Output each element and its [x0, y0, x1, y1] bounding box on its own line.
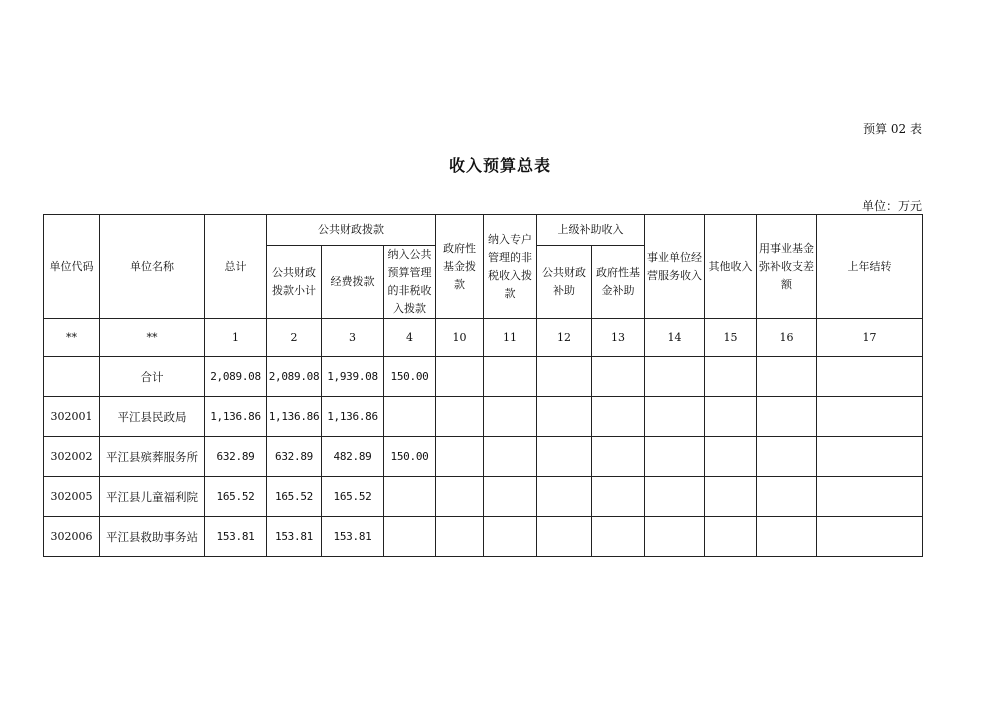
empty-cell	[436, 437, 484, 477]
unit-code-cell	[44, 357, 100, 397]
unit-label: 单位：万元	[861, 199, 922, 213]
empty-cell	[537, 397, 592, 437]
col-header-business-service	[645, 215, 705, 319]
col-header-carryover: 上年结转	[817, 215, 923, 319]
index-cell: 10	[436, 319, 484, 357]
unit-code-cell: 302005	[44, 477, 100, 517]
unit-name-cell: 平江县民政局	[100, 397, 205, 437]
empty-cell	[592, 397, 645, 437]
index-cell: 11	[484, 319, 537, 357]
business-service-text: 事业单位经营服务收入	[647, 250, 702, 282]
empty-cell	[757, 437, 817, 477]
empty-cell	[817, 437, 923, 477]
col-header-upper-subsidy-group: 上级补助收入	[537, 215, 645, 246]
page-title: 收入预算总表	[448, 156, 551, 175]
index-cell: 13	[592, 319, 645, 357]
empty-cell	[645, 357, 705, 397]
pf-subtotal-cell: 165.52	[267, 477, 322, 517]
table-row	[44, 517, 923, 557]
index-cell: **	[44, 319, 100, 357]
form-number: 预算 02 表	[863, 122, 922, 136]
index-cell: **	[100, 319, 205, 357]
empty-cell	[705, 397, 757, 437]
pf-subtotal-cell: 1,136.86	[267, 397, 322, 437]
empty-cell	[757, 357, 817, 397]
pf-expense-cell: 1,939.08	[322, 357, 384, 397]
total-cell: 153.81	[205, 517, 267, 557]
pf-nontax-cell	[384, 397, 436, 437]
col-header-unit-name: 单位名称	[100, 215, 205, 319]
empty-cell	[484, 477, 537, 517]
col-header-unit-code: 单位代码	[44, 215, 100, 319]
empty-cell	[484, 517, 537, 557]
header-row-1	[44, 215, 923, 246]
empty-cell	[436, 397, 484, 437]
unit-code-cell: 302001	[44, 397, 100, 437]
pf-subtotal-cell: 632.89	[267, 437, 322, 477]
empty-cell	[757, 397, 817, 437]
pf-expense-cell: 1,136.86	[322, 397, 384, 437]
empty-cell	[645, 477, 705, 517]
col-header-pf-expense: 经费拨款	[322, 246, 384, 319]
income-budget-table	[43, 214, 923, 557]
empty-cell	[537, 477, 592, 517]
unit-name-cell: 平江县救助事务站	[100, 517, 205, 557]
empty-cell	[817, 397, 923, 437]
index-cell: 14	[645, 319, 705, 357]
empty-cell	[537, 437, 592, 477]
col-header-public-finance-group: 公共财政拨款	[267, 215, 436, 246]
table-row	[44, 477, 923, 517]
empty-cell	[817, 517, 923, 557]
gov-fund-text: 政府性基金拨款	[443, 241, 476, 291]
pf-nontax-cell	[384, 477, 436, 517]
empty-cell	[817, 477, 923, 517]
empty-cell	[436, 517, 484, 557]
col-header-other-income: 其他收入	[705, 215, 757, 319]
index-cell: 17	[817, 319, 923, 357]
empty-cell	[645, 397, 705, 437]
empty-cell	[645, 517, 705, 557]
total-cell: 2,089.08	[205, 357, 267, 397]
index-cell: 16	[757, 319, 817, 357]
empty-cell	[592, 437, 645, 477]
pf-subtotal-cell: 153.81	[267, 517, 322, 557]
fund-gap-text: 用事业基金弥补收支差额	[759, 241, 814, 291]
pf-nontax-text: 纳入公共预算管理的非税收入拨款	[387, 248, 432, 315]
pf-expense-cell: 153.81	[322, 517, 384, 557]
col-header-fund-gap	[757, 215, 817, 319]
empty-cell	[705, 437, 757, 477]
empty-cell	[757, 477, 817, 517]
unit-name-cell: 平江县儿童福利院	[100, 477, 205, 517]
empty-cell	[705, 357, 757, 397]
empty-cell	[592, 517, 645, 557]
pf-subtotal-text: 公共财政拨款小计	[272, 266, 316, 297]
pf-expense-cell: 482.89	[322, 437, 384, 477]
empty-cell	[436, 357, 484, 397]
col-header-upper-gov	[592, 246, 645, 319]
pf-nontax-cell: 150.00	[384, 437, 436, 477]
total-cell: 165.52	[205, 477, 267, 517]
unit-name-cell: 平江县殡葬服务所	[100, 437, 205, 477]
table-row	[44, 437, 923, 477]
empty-cell	[484, 397, 537, 437]
empty-cell	[757, 517, 817, 557]
empty-cell	[436, 477, 484, 517]
index-cell: 1	[205, 319, 267, 357]
upper-gov-text: 政府性基金补助	[596, 266, 640, 297]
col-header-upper-pf	[537, 246, 592, 319]
empty-cell	[705, 517, 757, 557]
pf-subtotal-cell: 2,089.08	[267, 357, 322, 397]
unit-code-cell: 302006	[44, 517, 100, 557]
empty-cell	[484, 437, 537, 477]
col-header-pf-subtotal	[267, 246, 322, 319]
col-header-pf-nontax	[384, 246, 436, 319]
empty-cell	[645, 437, 705, 477]
index-cell: 4	[384, 319, 436, 357]
index-cell: 2	[267, 319, 322, 357]
total-cell: 1,136.86	[205, 397, 267, 437]
empty-cell	[705, 477, 757, 517]
index-cell: 3	[322, 319, 384, 357]
col-header-gov-fund	[436, 215, 484, 319]
empty-cell	[592, 477, 645, 517]
unit-code-cell: 302002	[44, 437, 100, 477]
upper-pf-text: 公共财政补助	[542, 266, 586, 297]
index-cell: 15	[705, 319, 757, 357]
special-nontax-text: 纳入专户管理的非税收入拨款	[488, 232, 532, 300]
unit-name-cell: 合计	[100, 357, 205, 397]
total-cell: 632.89	[205, 437, 267, 477]
pf-nontax-cell	[384, 517, 436, 557]
empty-cell	[537, 517, 592, 557]
empty-cell	[537, 357, 592, 397]
empty-cell	[817, 357, 923, 397]
col-header-special-nontax	[484, 215, 537, 319]
col-header-total: 总计	[205, 215, 267, 319]
pf-expense-cell: 165.52	[322, 477, 384, 517]
index-cell: 12	[537, 319, 592, 357]
pf-nontax-cell: 150.00	[384, 357, 436, 397]
table-row	[44, 397, 923, 437]
index-row	[44, 319, 923, 357]
empty-cell	[592, 357, 645, 397]
empty-cell	[484, 357, 537, 397]
table-row-total	[44, 357, 923, 397]
